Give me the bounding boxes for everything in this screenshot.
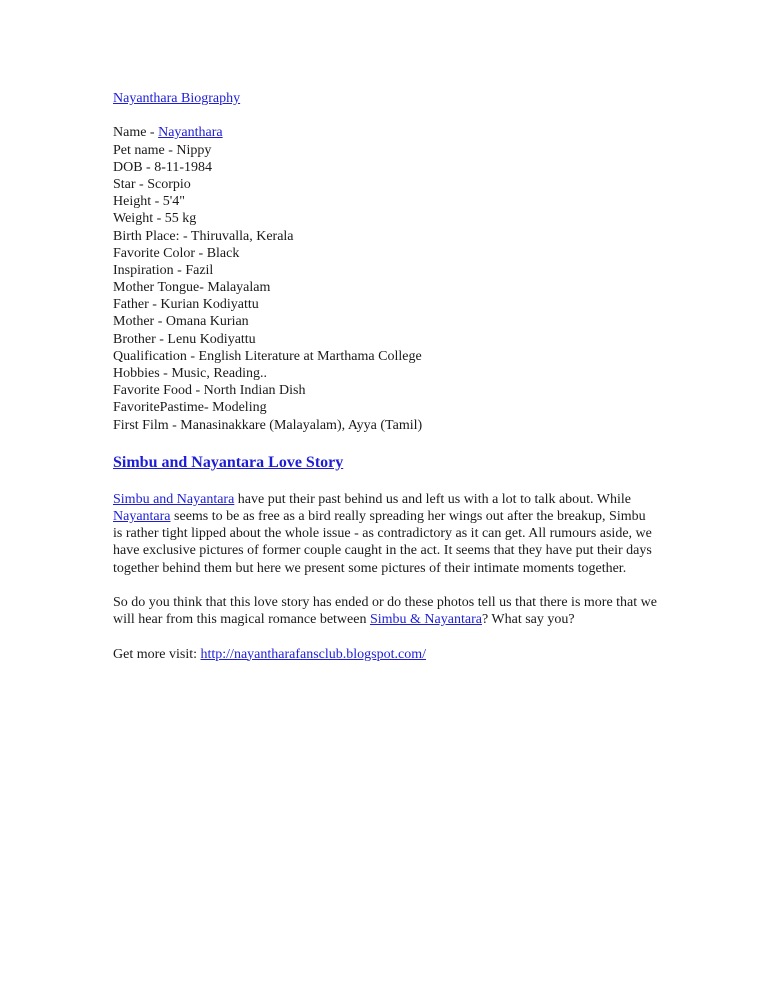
paragraph-text: ? What say you? — [481, 612, 575, 628]
bio-item: Brother - Lenu Kodiyattu — [113, 331, 256, 347]
bio-item: Father - Kurian Kodiyattu — [113, 297, 259, 313]
fansclub-url-link[interactable]: http://nayantharafansclub.blogspot.com/ — [200, 646, 427, 662]
bio-item: Mother Tongue- Malayalam — [113, 280, 271, 296]
bio-item: First Film - Manasinakkare (Malayalam), Ayya (Tamil) — [113, 417, 423, 433]
story-paragraph-2 — [113, 594, 658, 628]
biography-link[interactable]: Nayanthara Biography — [113, 91, 241, 106]
story-heading-link[interactable]: Simbu and Nayantara Love Story — [113, 453, 344, 471]
bio-item: Birth Place: - Thiruvalla, Kerala — [113, 228, 294, 244]
paragraph-text: have put their past behind us and left us with a lot to talk about. While — [234, 491, 632, 507]
name-link[interactable]: Nayanthara — [158, 125, 223, 141]
bio-item: Mother - Omana Kurian — [113, 314, 249, 330]
bio-item: Star - Scorpio — [113, 176, 191, 192]
bio-item: Weight - 55 kg — [113, 211, 197, 227]
bio-item: DOB - 8-11-1984 — [113, 159, 213, 175]
bio-item: FavoritePastime- Modeling — [113, 400, 267, 416]
bio-item: Favorite Food - North Indian Dish — [113, 383, 306, 399]
simbu-nayantara-link[interactable]: Simbu & Nayantara — [369, 612, 482, 628]
bio-item: Favorite Color - Black — [113, 245, 240, 261]
nayantara-link[interactable]: Nayantara — [113, 508, 171, 524]
story-paragraph-1 — [113, 491, 658, 577]
bio-label: Name - — [113, 125, 159, 141]
bio-item: Qualification - English Literature at Marthama College — [113, 348, 422, 364]
story-paragraph-3 — [113, 646, 658, 663]
bio-item: Pet name - Nippy — [113, 142, 212, 158]
paragraph-text: Get more visit: — [113, 646, 201, 662]
story-heading — [113, 453, 658, 473]
bio-item-name — [113, 124, 658, 141]
document-page — [113, 90, 658, 680]
paragraph-text: So do you think that this love story has ended or do these photos tell us that there is more that we will hear from this magical romance between — [113, 594, 657, 628]
paragraph-text: seems to be as free as a bird really spreading her wings out after the breakup, Simbu is rather tight lipped about the whole issue - as contradictory as it can get. All rumours aside, we have exclusive pictures of former couple caught in the act. It seems that they have put their days together behind them but here we present some pictures of their intimate moments together. — [113, 508, 652, 576]
simbu-and-nayantara-link[interactable]: Simbu and Nayantara — [113, 491, 235, 507]
bio-item: Height - 5'4" — [113, 194, 186, 210]
bio-list — [113, 124, 658, 433]
bio-item: Hobbies - Music, Reading.. — [113, 366, 267, 381]
bio-item: Inspiration - Fazil — [113, 262, 214, 278]
